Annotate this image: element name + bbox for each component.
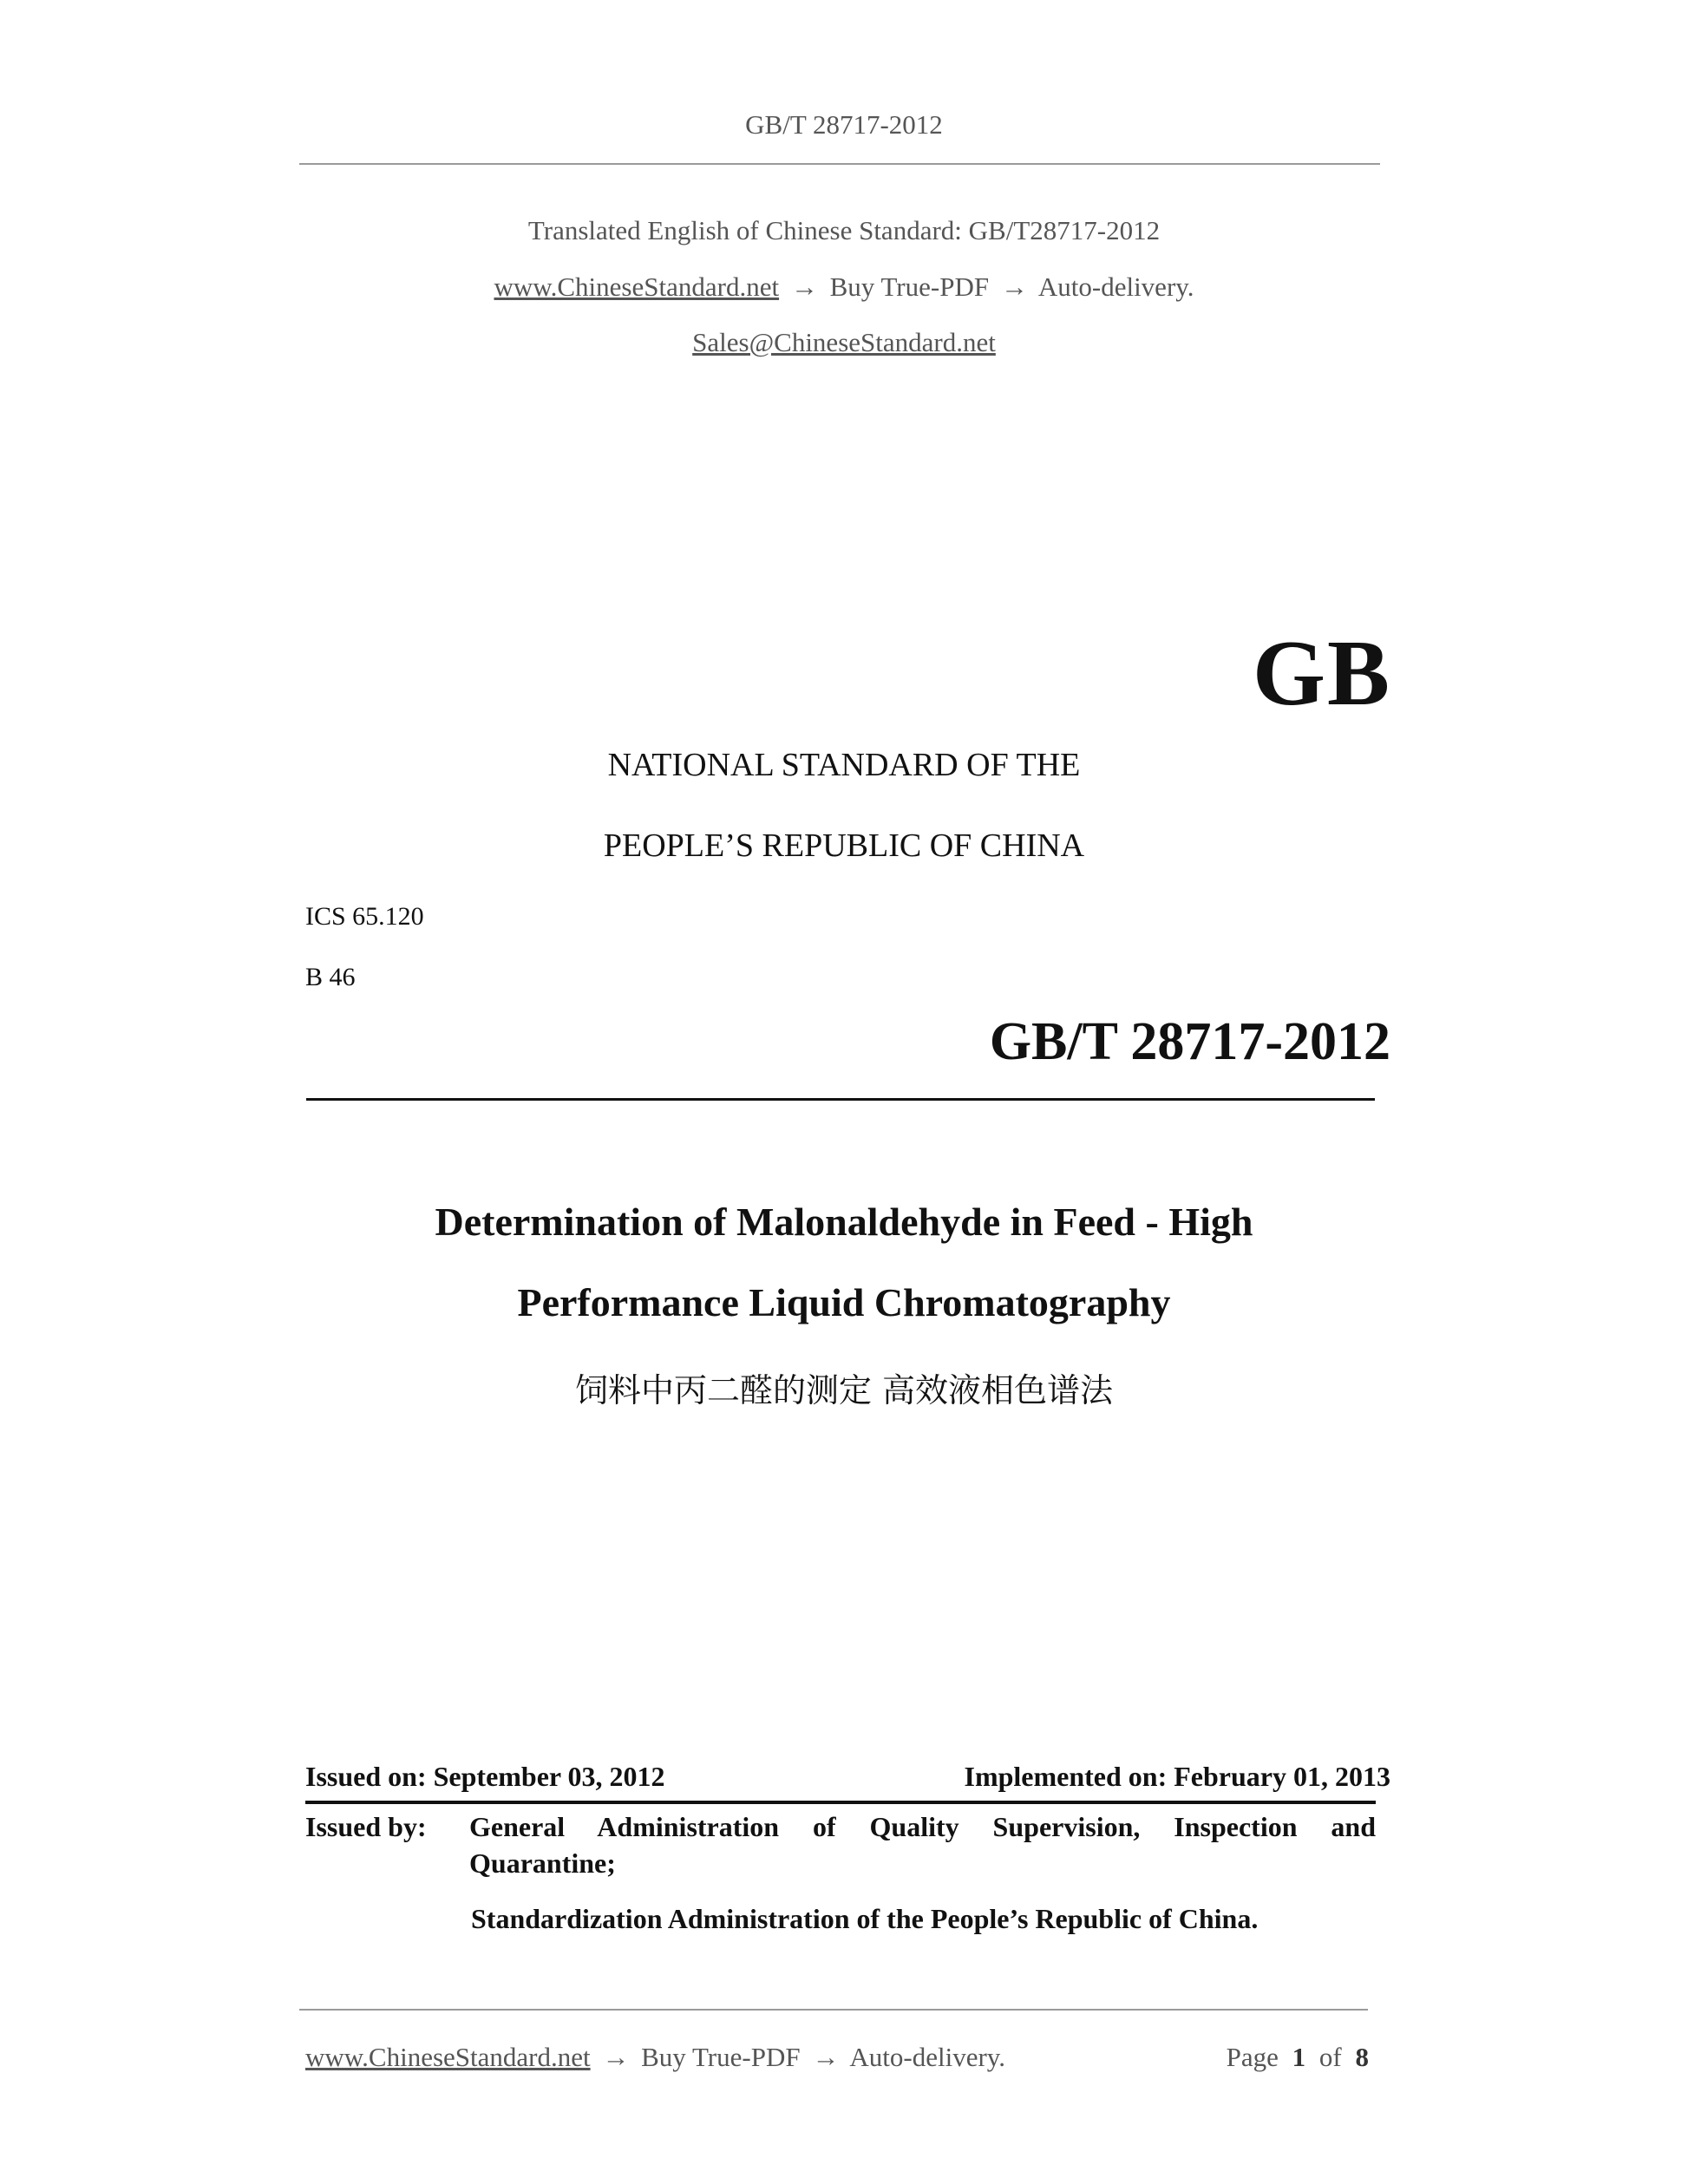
page-label: Page xyxy=(1226,2042,1279,2072)
footer-divider xyxy=(299,2009,1368,2011)
sales-line xyxy=(0,327,1688,358)
issuer-1-line-2: Quarantine; xyxy=(469,1847,616,1879)
footer-delivery-text: Auto-delivery. xyxy=(849,2042,1006,2072)
issued-by-label: Issued by: xyxy=(305,1811,427,1842)
footer-buy-text: Buy True-PDF xyxy=(641,2042,801,2072)
title-english-line-2: Performance Liquid Chromatography xyxy=(517,1280,1171,1324)
right-arrow-icon: → xyxy=(812,2042,840,2072)
delivery-text: Auto-delivery. xyxy=(1037,271,1194,302)
national-line-2: PEOPLE’S REPUBLIC OF CHINA xyxy=(603,827,1085,864)
buy-text: Buy True-PDF xyxy=(829,271,990,302)
issued-on: Issued on: September 03, 2012 xyxy=(305,1761,665,1792)
title-chinese: 饲料中丙二醛的测定 高效液相色谱法 xyxy=(574,1371,1114,1409)
implemented-on: Implemented on: February 01, 2013 xyxy=(964,1761,1390,1792)
header-divider xyxy=(299,163,1380,165)
issuer-1-line-1: General Administration of Quality Supervision, Inspection and xyxy=(469,1811,1376,1842)
of-label: of xyxy=(1318,2042,1342,2072)
page-total: 8 xyxy=(1355,2042,1369,2072)
standard-number-rule xyxy=(306,1098,1375,1101)
standard-number: GB/T 28717-2012 xyxy=(989,1012,1390,1071)
footer-promo xyxy=(305,2042,1005,2073)
running-header: GB/T 28717-2012 xyxy=(745,109,943,140)
page-indicator xyxy=(1227,2042,1369,2073)
issuer-2: Standardization Administration of the People’s Republic of China. xyxy=(471,1903,1259,1934)
ics-code: ICS 65.120 xyxy=(305,902,424,931)
footer-site-link[interactable]: www.ChineseStandard.net xyxy=(305,2042,591,2072)
sales-email-link[interactable]: Sales@ChineseStandard.net xyxy=(692,327,996,357)
dates-rule xyxy=(305,1801,1376,1804)
promo-line xyxy=(0,271,1688,303)
right-arrow-icon: → xyxy=(1000,271,1028,302)
gb-logo: GB xyxy=(1252,622,1391,725)
right-arrow-icon: → xyxy=(602,2042,630,2072)
ccs-code: B 46 xyxy=(305,963,356,991)
site-link[interactable]: www.ChineseStandard.net xyxy=(494,271,780,302)
title-english-line-1: Determination of Malonaldehyde in Feed - High xyxy=(435,1200,1253,1244)
national-line-1: NATIONAL STANDARD OF THE xyxy=(607,747,1081,783)
right-arrow-icon: → xyxy=(790,271,818,302)
translated-line: Translated English of Chinese Standard: GB/T28717-2012 xyxy=(527,215,1161,245)
page-number: 1 xyxy=(1292,2042,1306,2072)
